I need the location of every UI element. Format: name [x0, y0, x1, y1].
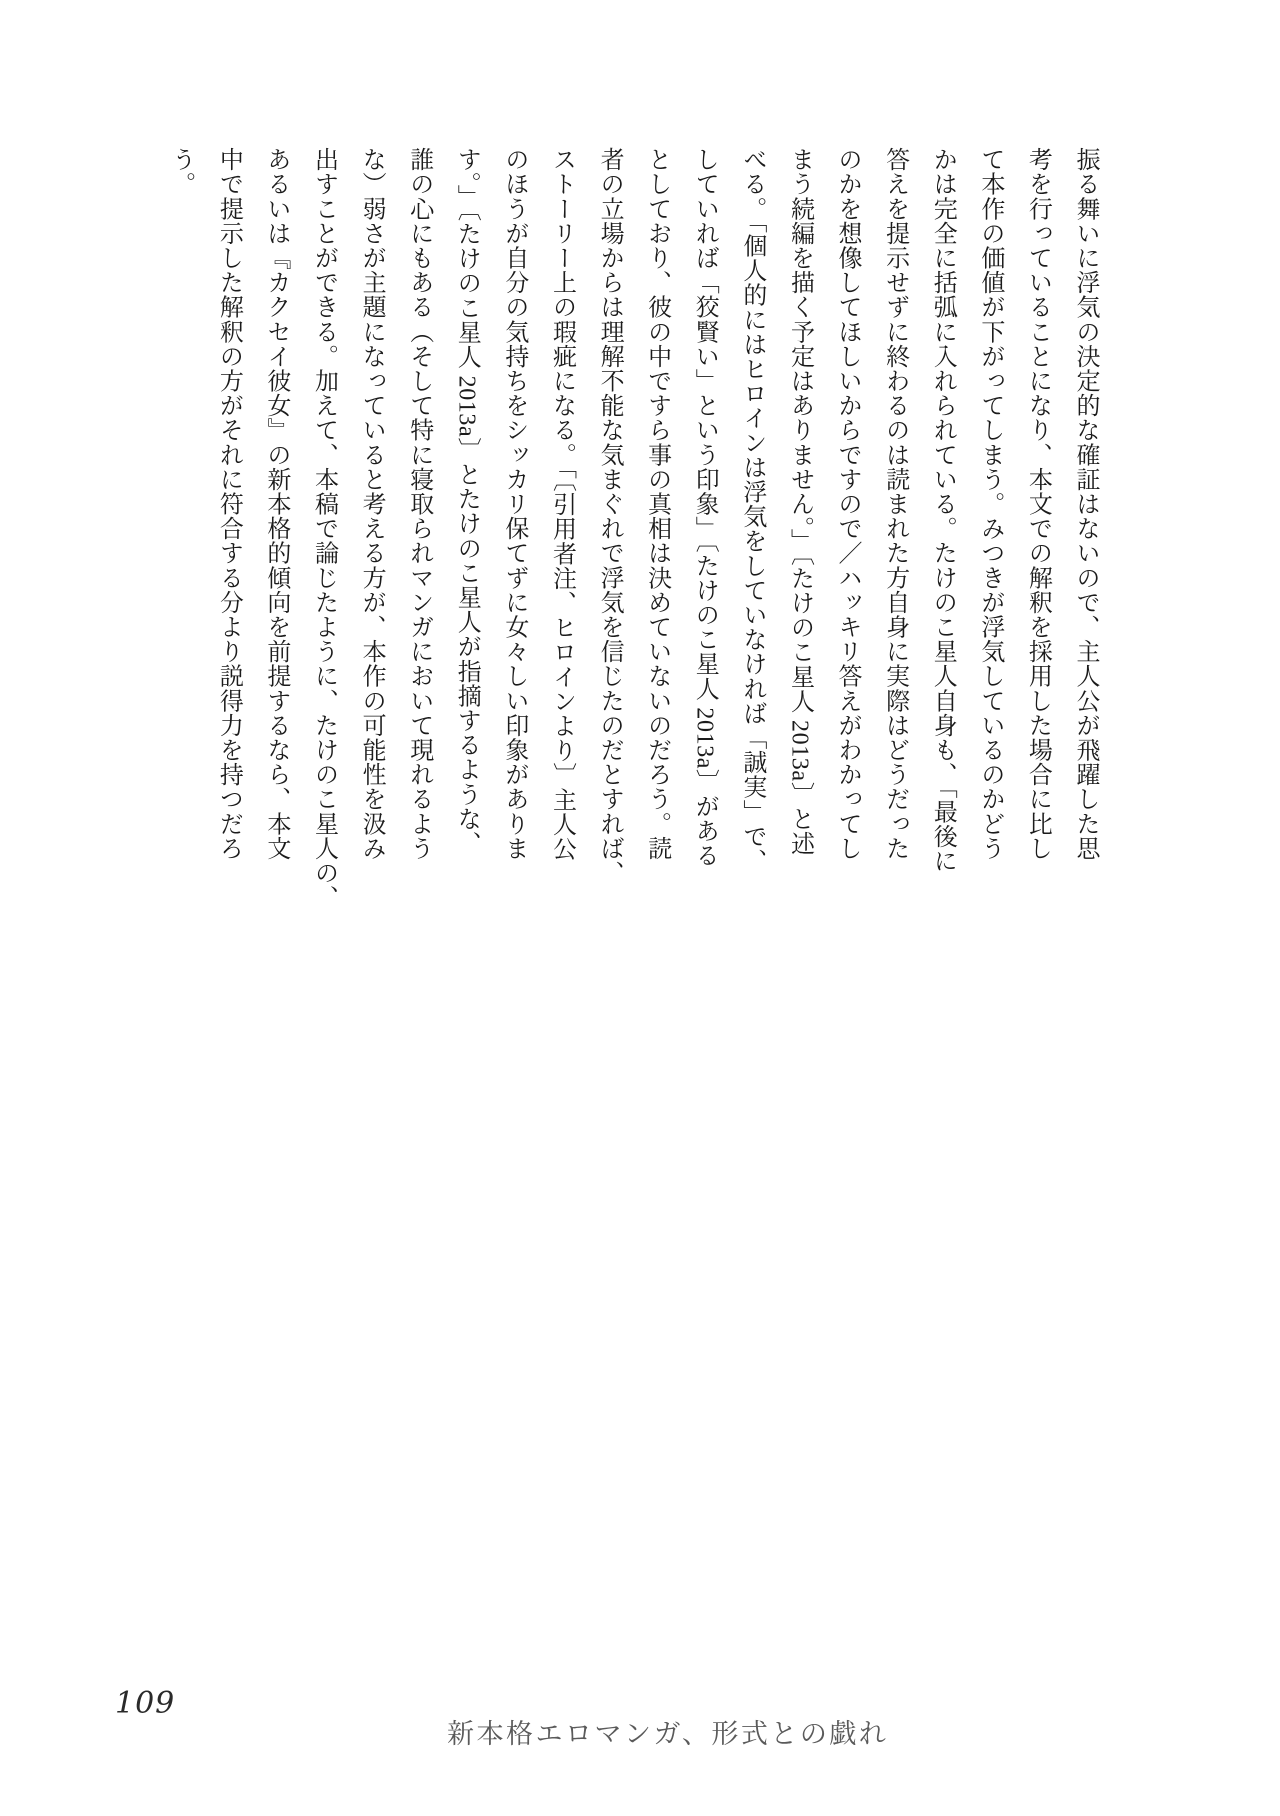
text-line: していれば「狡賢い」という印象」〔たけのこ星人 2013a〕がある	[691, 147, 718, 868]
text-line: としており、彼の中ですら事の真相は決めていないのだろう。読	[643, 147, 670, 861]
body-text-block	[156, 147, 1108, 910]
text-line: 考を行っていることになり、本文での解釈を採用した場合に比し	[1024, 147, 1051, 861]
text-line: のほうが自分の気持ちをシッカリ保てずに女々しい印象がありま	[500, 147, 527, 861]
text-line: 中で提示した解釈の方がそれに符合する分より説得力を持つだろ	[215, 147, 242, 861]
text-line: 答えを提示せずに終わるのは読まれた方自身に実際はどうだった	[881, 147, 908, 861]
text-line: べる。「個人的にはヒロインは浮気をしていなければ「誠実」で、	[738, 147, 765, 873]
text-line: す。」〔たけのこ星人 2013a〕とたけのこ星人が指摘するような、	[453, 147, 480, 856]
running-title: 新本格エロマンガ、形式との戯れ	[447, 1719, 889, 1749]
text-line: 振る舞いに浮気の決定的な確証はないので、主人公が飛躍した思	[1072, 147, 1098, 861]
text-line: のかを想像してほしいからですので／ハッキリ答えがわかってし	[834, 147, 861, 861]
text-line: あるいは『カクセイ彼女』の新本格的傾向を前提するなら、本文	[262, 147, 289, 861]
text-line: な）弱さが主題になっていると考える方が、本作の可能性を汲み	[358, 147, 385, 861]
page-number: 109	[115, 1686, 176, 1721]
text-line: て本作の価値が下がってしまう。みつきが浮気しているのかどう	[976, 147, 1003, 861]
text-line: う。	[167, 147, 194, 197]
text-line: 誰の心にもある（そして特に寝取られマンガにおいて現れるよう	[405, 147, 432, 861]
text-line: かは完全に括弧に入れられている。たけのこ星人自身も、「最後に	[929, 147, 956, 873]
text-line: 者の立場からは理解不能な気まぐれで浮気を信じたのだとすれば、	[596, 147, 623, 885]
text-line: ストーリー上の瑕疵になる。「〔引用者注、ヒロインより〕主人公	[548, 147, 575, 861]
text-line: 出すことができる。加えて、本稿で論じたように、たけのこ星人の、	[310, 147, 337, 910]
text-line: まう続編を描く予定はありません。」〔たけのこ星人 2013a〕と述	[786, 147, 813, 856]
